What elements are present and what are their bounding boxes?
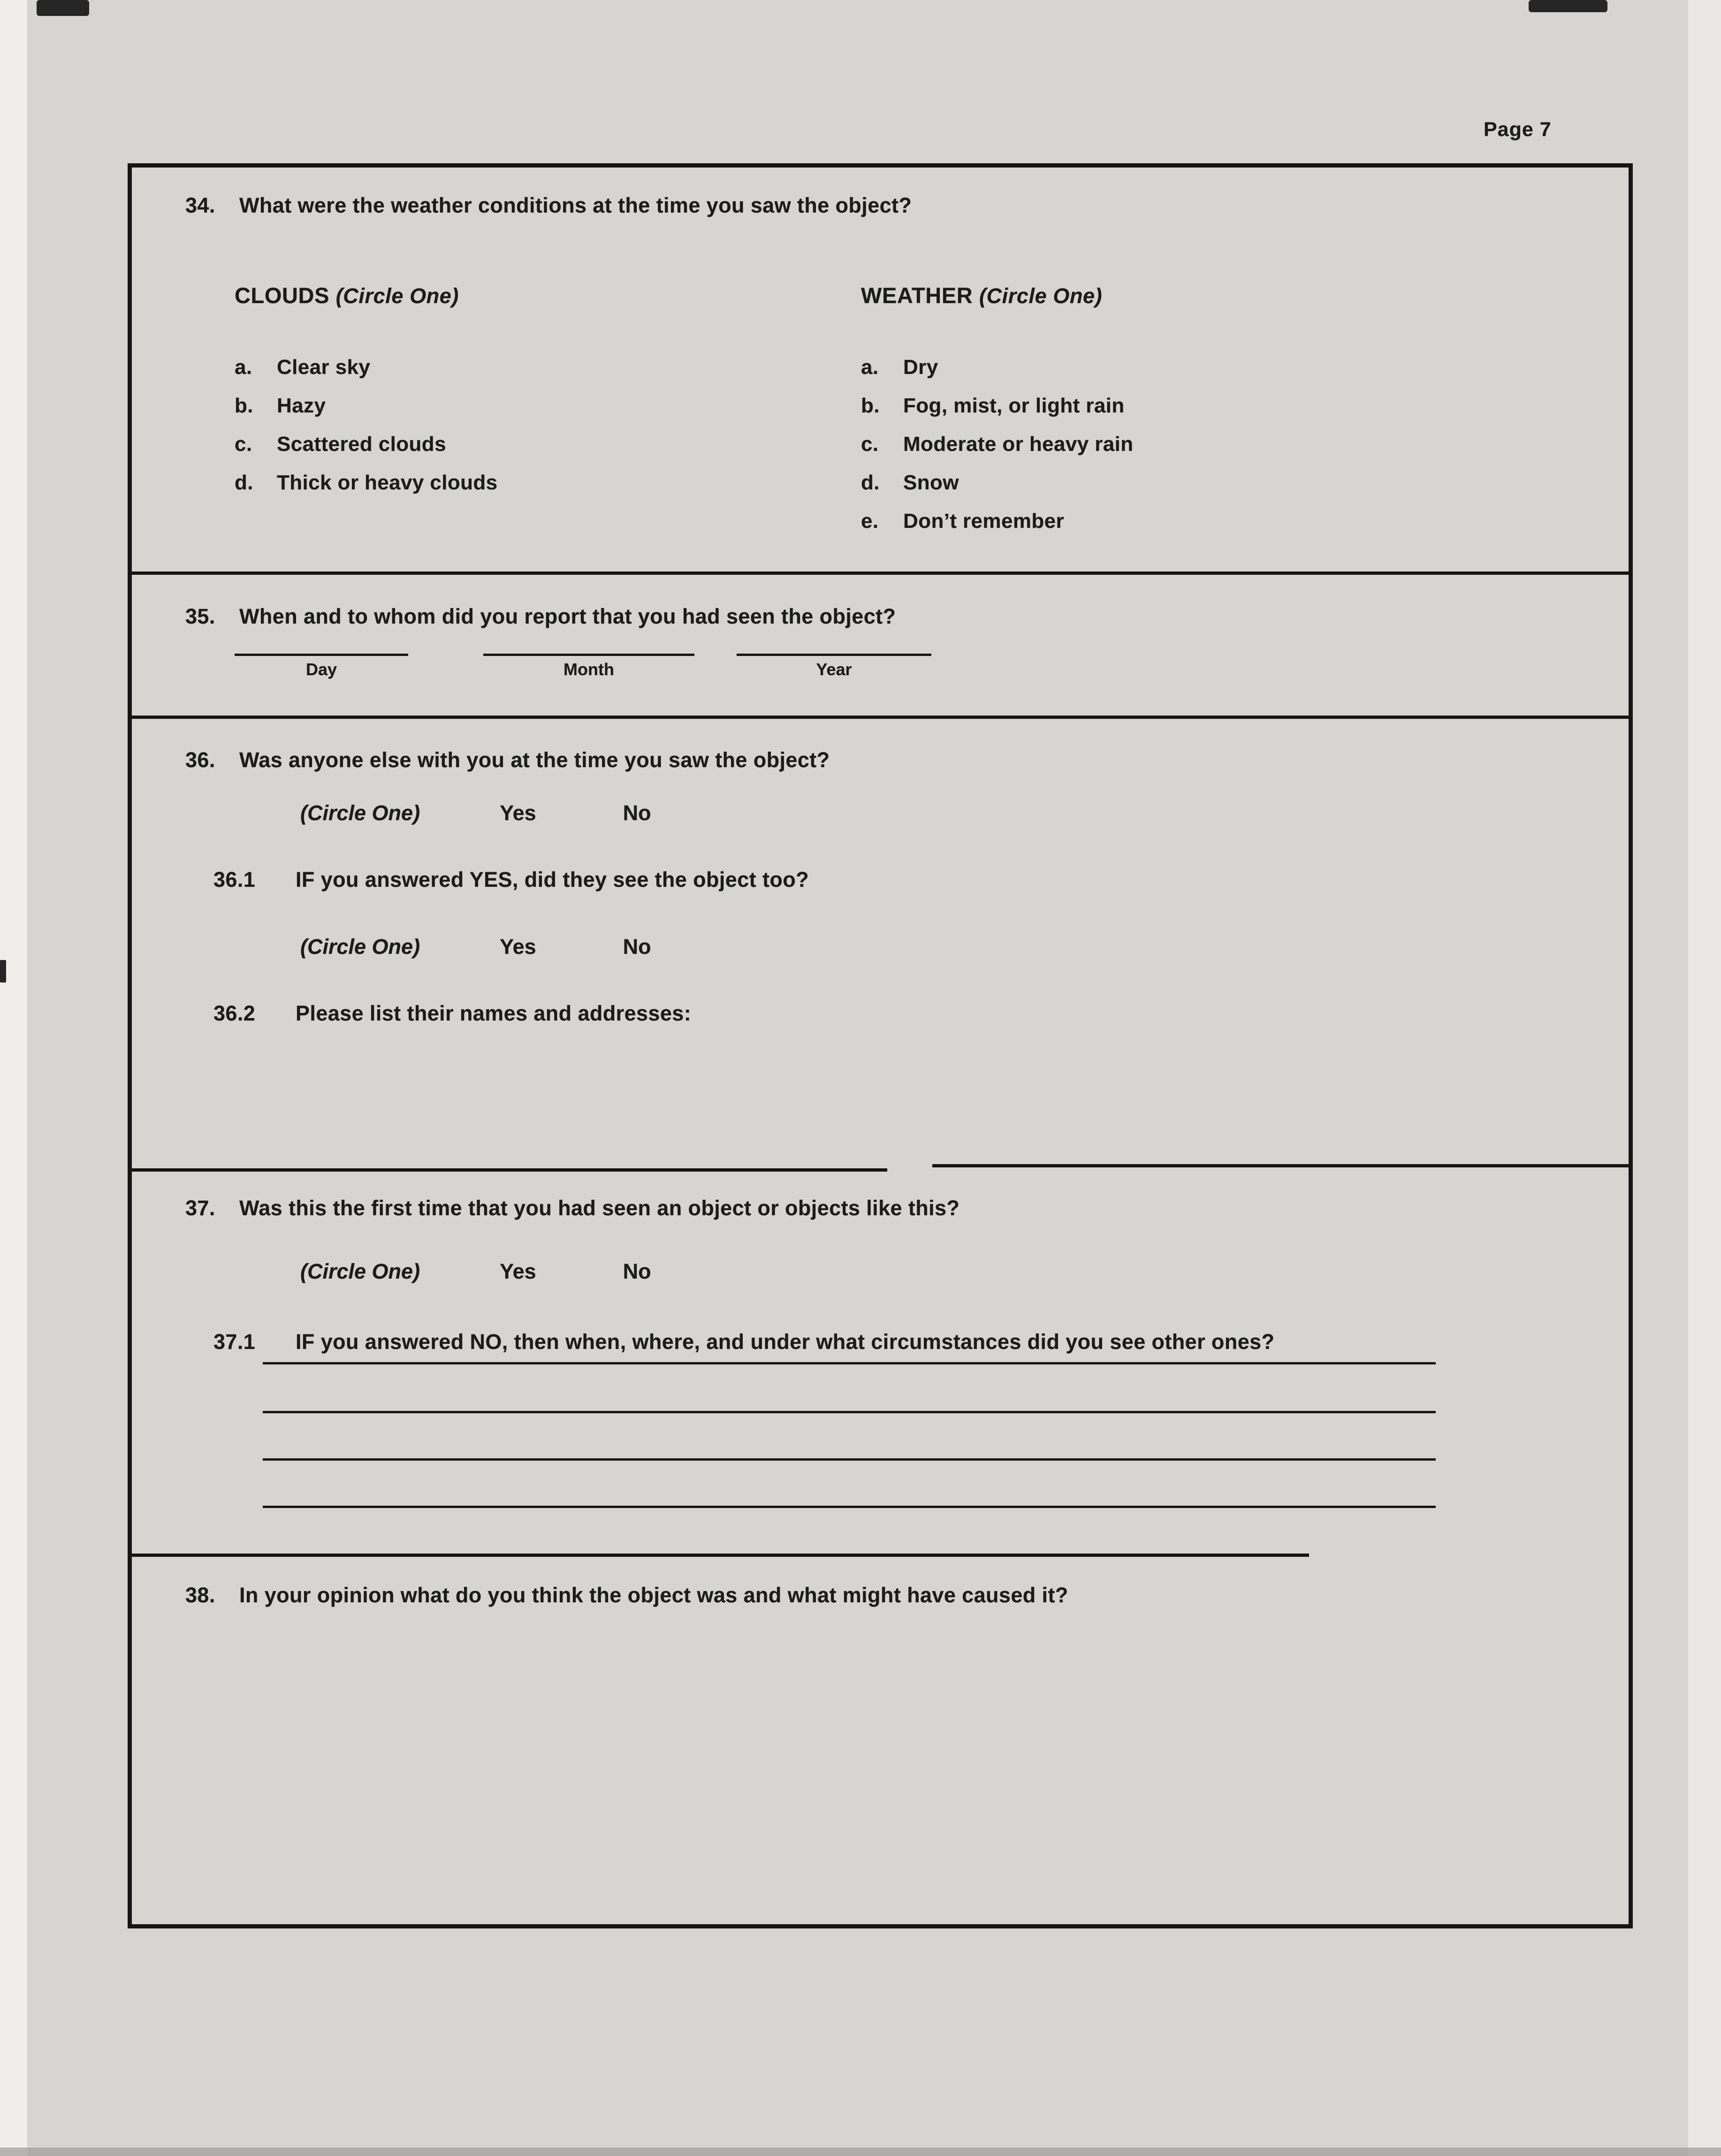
option-letter: b. xyxy=(861,394,880,417)
month-label: Month xyxy=(564,660,614,679)
question-36-2-text: Please list their names and addresses: xyxy=(296,1001,692,1025)
scan-edge-left xyxy=(0,0,27,2156)
no-option: No xyxy=(623,935,651,959)
question-37-text: Was this the first time that you had seen an object or objects like this? xyxy=(239,1196,960,1220)
option-letter: c. xyxy=(861,433,879,456)
option-label: Hazy xyxy=(277,394,326,417)
question-38-number: 38. xyxy=(185,1583,215,1607)
no-option: No xyxy=(623,1259,651,1283)
q37-1-answer-lines xyxy=(263,1362,1629,1508)
section-q37 xyxy=(132,1172,1629,1557)
question-37-number: 37. xyxy=(185,1196,215,1220)
option-letter: e. xyxy=(861,510,879,533)
day-label: Day xyxy=(305,660,337,679)
question-37-1-number: 37.1 xyxy=(213,1330,256,1354)
weather-heading-text: WEATHER xyxy=(861,283,973,308)
page-number: Page 7 xyxy=(1484,118,1552,141)
scan-artifact xyxy=(37,0,89,16)
option-letter: d. xyxy=(861,471,880,494)
question-34-text: What were the weather conditions at the time you saw the object? xyxy=(239,193,912,217)
yes-option: Yes xyxy=(500,801,536,825)
answer-blank-line xyxy=(263,1506,1436,1508)
day-field xyxy=(235,654,408,679)
day-blank-line xyxy=(235,654,408,656)
option-label: Don’t remember xyxy=(903,510,1065,533)
clouds-circle-one-note: (Circle One) xyxy=(335,284,459,308)
question-38-text: In your opinion what do you think the object was and what might have caused it? xyxy=(239,1583,1068,1607)
weather-option-b xyxy=(861,387,1629,425)
divider-segment xyxy=(932,1164,1629,1167)
year-blank-line xyxy=(737,654,931,656)
question-34 xyxy=(132,192,1629,219)
section-q34 xyxy=(132,168,1629,575)
question-36-1-number: 36.1 xyxy=(213,868,256,891)
scan-artifact xyxy=(0,2148,1721,2156)
clouds-option-a xyxy=(235,348,861,387)
answer-blank-line xyxy=(263,1362,1436,1364)
option-label: Fog, mist, or light rain xyxy=(903,394,1125,417)
option-label: Snow xyxy=(903,471,959,494)
yes-option: Yes xyxy=(500,1259,536,1283)
weather-option-e xyxy=(861,502,1629,541)
question-36-1-text: IF you answered YES, did they see the object too? xyxy=(296,868,809,891)
question-34-number: 34. xyxy=(185,193,215,217)
question-36-number: 36. xyxy=(185,748,215,772)
answer-blank-line xyxy=(263,1458,1436,1461)
option-letter: c. xyxy=(235,433,252,456)
section-q35 xyxy=(132,575,1629,719)
option-label: Moderate or heavy rain xyxy=(903,433,1134,456)
weather-option-a xyxy=(861,348,1629,387)
question-37-1 xyxy=(132,1328,1629,1356)
question-35-text: When and to whom did you report that you had seen the object? xyxy=(239,604,896,628)
q34-option-columns xyxy=(132,282,1629,541)
section-q36 xyxy=(132,719,1629,1172)
question-38 xyxy=(132,1582,1629,1609)
clouds-option-d xyxy=(235,464,861,502)
question-36 xyxy=(132,747,1629,774)
answer-blank-line xyxy=(263,1411,1436,1413)
section-q38 xyxy=(132,1557,1629,1924)
no-option: No xyxy=(623,801,651,825)
clouds-option-c xyxy=(235,425,861,464)
q37-circle-one-row xyxy=(300,1258,1629,1285)
weather-options xyxy=(861,348,1629,541)
report-date-fields xyxy=(235,654,1629,679)
option-label: Thick or heavy clouds xyxy=(277,471,498,494)
option-letter: a. xyxy=(861,356,879,379)
weather-option-c xyxy=(861,425,1629,464)
option-letter: d. xyxy=(235,471,253,494)
year-field xyxy=(737,654,931,679)
q36-1-circle-one-row xyxy=(300,933,1629,960)
partial-divider xyxy=(132,1554,1309,1557)
scan-artifact xyxy=(0,960,6,983)
question-35 xyxy=(132,603,1629,630)
option-label: Clear sky xyxy=(277,356,371,379)
question-36-2 xyxy=(132,1000,1629,1027)
broken-divider xyxy=(132,1163,1629,1172)
yes-option: Yes xyxy=(500,935,536,959)
questionnaire-form xyxy=(128,163,1633,1928)
question-36-text: Was anyone else with you at the time you saw the object? xyxy=(239,748,830,772)
year-label: Year xyxy=(816,660,852,679)
option-letter: a. xyxy=(235,356,252,379)
month-blank-line xyxy=(483,654,694,656)
clouds-heading xyxy=(235,282,861,308)
q36-circle-one-row xyxy=(300,800,1629,827)
option-label: Dry xyxy=(903,356,938,379)
divider-segment xyxy=(132,1168,887,1172)
question-37 xyxy=(132,1195,1629,1222)
clouds-heading-text: CLOUDS xyxy=(235,283,330,308)
clouds-options xyxy=(235,348,861,502)
option-letter: b. xyxy=(235,394,253,417)
question-36-1 xyxy=(132,866,1629,893)
option-label: Scattered clouds xyxy=(277,433,446,456)
question-35-number: 35. xyxy=(185,604,215,628)
weather-column xyxy=(861,282,1629,541)
weather-heading xyxy=(861,282,1629,308)
clouds-option-b xyxy=(235,387,861,425)
circle-one-note: (Circle One) xyxy=(300,801,420,825)
scan-edge-right xyxy=(1688,0,1721,2156)
question-37-1-text: IF you answered NO, then when, where, and under what circumstances did you see other ones? xyxy=(296,1330,1275,1354)
scan-artifact xyxy=(1529,0,1607,12)
weather-option-d xyxy=(861,464,1629,502)
weather-circle-one-note: (Circle One) xyxy=(979,284,1103,308)
circle-one-note: (Circle One) xyxy=(300,1259,420,1283)
question-36-2-number: 36.2 xyxy=(213,1001,256,1025)
month-field xyxy=(483,654,694,679)
circle-one-note: (Circle One) xyxy=(300,935,420,959)
clouds-column xyxy=(235,282,861,541)
